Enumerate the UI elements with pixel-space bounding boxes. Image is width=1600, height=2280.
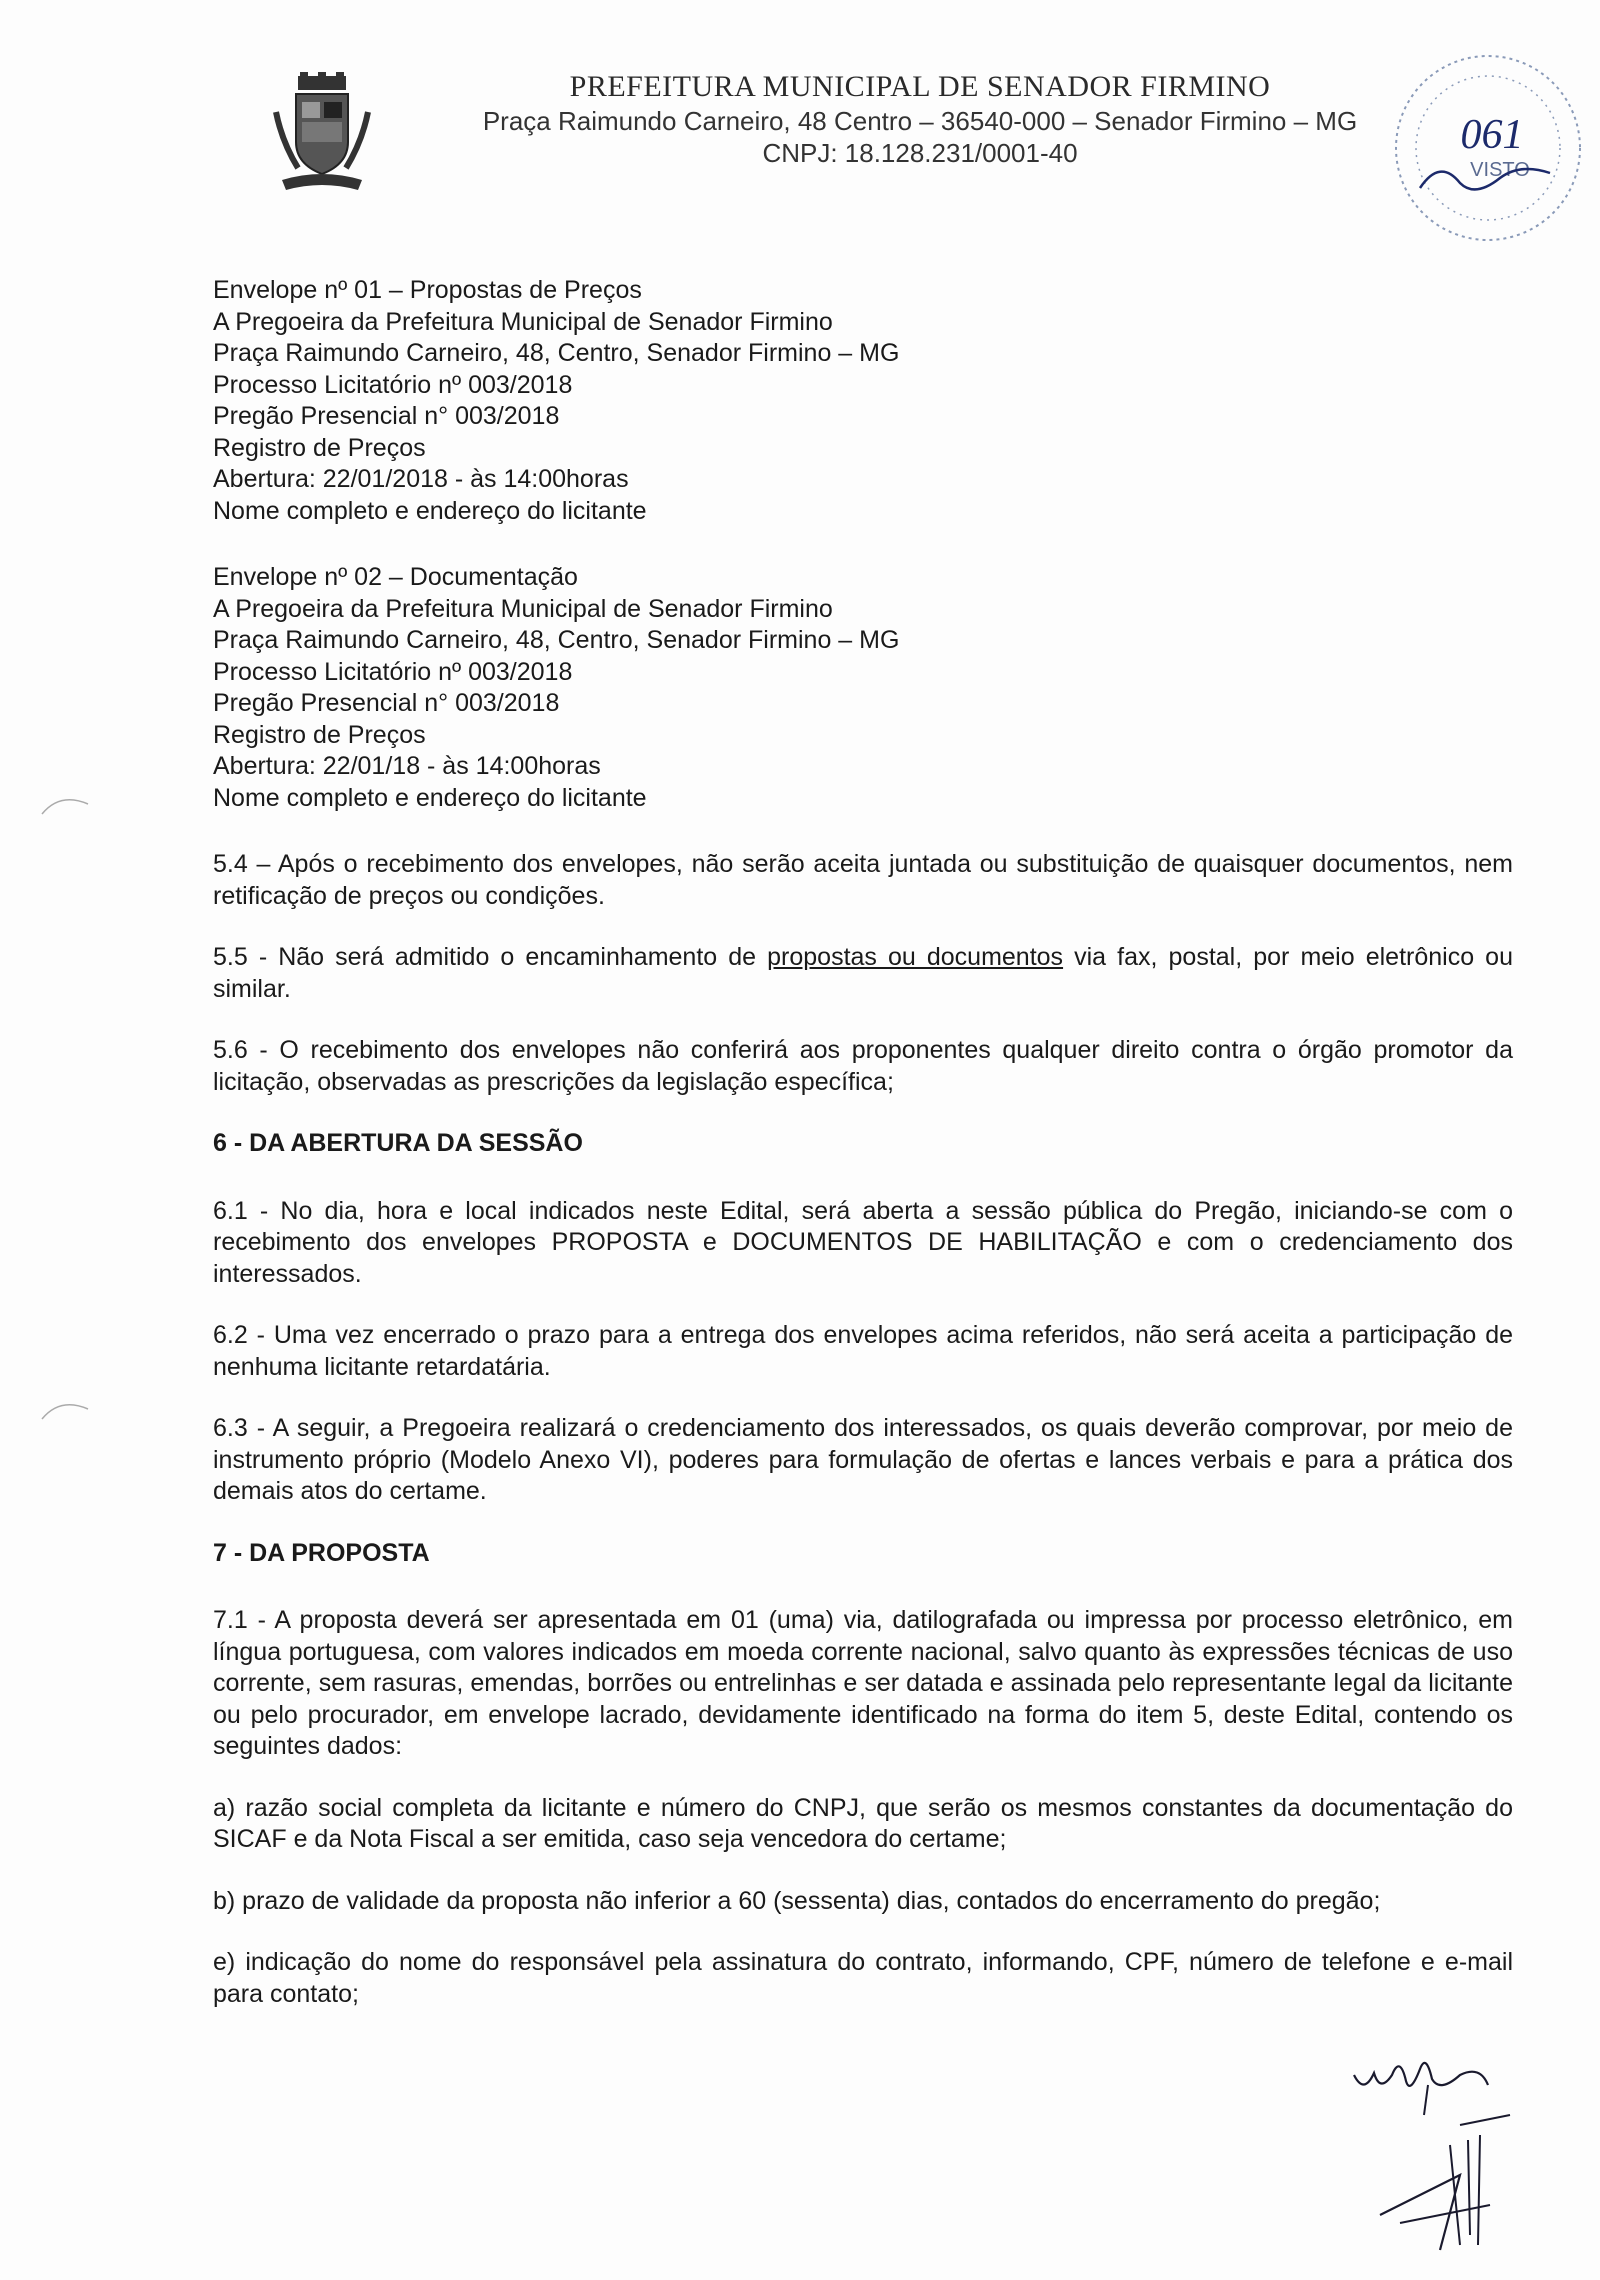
envelope-1-block bbox=[213, 275, 1513, 527]
clause-6-2: 6.2 - Uma vez encerrado o prazo para a entrega dos envelopes acima referidos, não será aceita a participação de nenhuma licitante retardatária. bbox=[213, 1321, 1513, 1381]
underlined-text: propostas ou documentos bbox=[767, 943, 1064, 971]
clause-6-3: 6.3 - A seguir, a Pregoeira realizará o credenciamento dos interessados, os quais deverão comprovar, por meio de instrumento próprio (Modelo Anexo VI), poderes para formulação de ofertas e lances verbais e para a prática dos demais atos do certame. bbox=[213, 1414, 1513, 1505]
envelope-line: Praça Raimundo Carneiro, 48, Centro, Senador Firmino – MG bbox=[213, 626, 900, 654]
envelope-line: Abertura: 22/01/2018 - às 14:00horas bbox=[213, 465, 629, 493]
envelope-line: A Pregoeira da Prefeitura Municipal de Senador Firmino bbox=[213, 594, 833, 623]
envelope-line: Nome completo e endereço do licitante bbox=[213, 496, 647, 525]
margin-mark bbox=[38, 1395, 98, 1425]
page-number-stamp bbox=[1380, 48, 1590, 248]
clause-7-1-e: e) indicação do nome do responsável pela assinatura do contrato, informando, CPF, número de telefone e e-mail para contato; bbox=[213, 1948, 1513, 2008]
clause-5-6: 5.6 - O recebimento dos envelopes não conferirá aos proponentes qualquer direito contra o órgão promotor da licitação, observadas as prescrições da legislação específica; bbox=[213, 1036, 1513, 1096]
clause-7-1: 7.1 - A proposta deverá ser apresentada em 01 (uma) via, datilografada ou impressa por processo eletrônico, em língua portuguesa, com valores indicados em moeda corrente nacional, salvo quanto às expressões técnicas de uso corrente, sem rasuras, emendas, borrões ou entrelinhas e ser datada e assinada pelo representante legal da licitante ou pelo procurador, em envelope lacrado, devidamente identificado na forma do item 5, deste Edital, contendo os seguintes dados: bbox=[213, 1606, 1513, 1760]
section-heading: 6 - DA ABERTURA DA SESSÃO bbox=[213, 1129, 583, 1157]
envelope-line: Pregão Presencial n° 003/2018 bbox=[213, 689, 560, 717]
document-body bbox=[213, 275, 1513, 2040]
clause-7-1-b: b) prazo de validade da proposta não inferior a 60 (sessenta) dias, contados do encerramento do pregão; bbox=[213, 1886, 1381, 1915]
envelope-line: Envelope nº 01 – Propostas de Preços bbox=[213, 276, 642, 304]
envelope-line: Abertura: 22/01/18 - às 14:00horas bbox=[213, 752, 601, 780]
clause-5-4: 5.4 – Após o recebimento dos envelopes, não serão aceita juntada ou substituição de quaisquer documentos, nem retificação de preços ou condições. bbox=[213, 850, 1513, 910]
clause-text: 5.5 - Não será admitido o encaminhamento de bbox=[213, 943, 768, 971]
envelope-line: Registro de Preços bbox=[213, 720, 426, 749]
envelope-2-block bbox=[213, 562, 1513, 814]
org-cnpj: CNPJ: 18.128.231/0001-40 bbox=[762, 138, 1078, 168]
clause-6-1: 6.1 - No dia, hora e local indicados neste Edital, será aberta a sessão pública do Pregão, iniciando-se com o recebimento dos envelopes PROPOSTA e DOCUMENTOS DE HABILITAÇÃO e com o credenciamento dos interessados. bbox=[213, 1196, 1513, 1288]
municipal-crest-icon bbox=[268, 72, 376, 197]
envelope-line: Envelope nº 02 – Documentação bbox=[213, 563, 578, 591]
section-heading: 7 - DA PROPOSTA bbox=[213, 1538, 430, 1567]
envelope-line: Processo Licitatório nº 003/2018 bbox=[213, 657, 573, 686]
envelope-line: Processo Licitatório nº 003/2018 bbox=[213, 370, 573, 399]
envelope-line: Pregão Presencial n° 003/2018 bbox=[213, 402, 560, 430]
org-name: PREFEITURA MUNICIPAL DE SENADOR FIRMINO bbox=[569, 70, 1271, 103]
stamp-label: VISTO bbox=[1470, 159, 1530, 181]
handwritten-signature bbox=[1340, 2045, 1580, 2260]
org-address: Praça Raimundo Carneiro, 48 Centro – 36540-000 – Senador Firmino – MG bbox=[482, 106, 1358, 136]
envelope-line: Praça Raimundo Carneiro, 48, Centro, Senador Firmino – MG bbox=[213, 339, 900, 367]
clause-5-5 bbox=[213, 942, 1513, 1005]
clause-text: via fax, postal, por meio eletrônico ou similar. bbox=[213, 943, 1513, 1003]
envelope-line: A Pregoeira da Prefeitura Municipal de Senador Firmino bbox=[213, 307, 833, 336]
clause-7-1-a: a) razão social completa da licitante e número do CNPJ, que serão os mesmos constantes da documentação do SICAF e da Nota Fiscal a ser emitida, caso seja vencedora do certame; bbox=[213, 1793, 1513, 1853]
envelope-line: Nome completo e endereço do licitante bbox=[213, 783, 647, 812]
envelope-line: Registro de Preços bbox=[213, 433, 426, 462]
margin-mark bbox=[38, 790, 98, 820]
letterhead bbox=[0, 0, 1600, 210]
stamp-number: 061 bbox=[1460, 112, 1524, 158]
